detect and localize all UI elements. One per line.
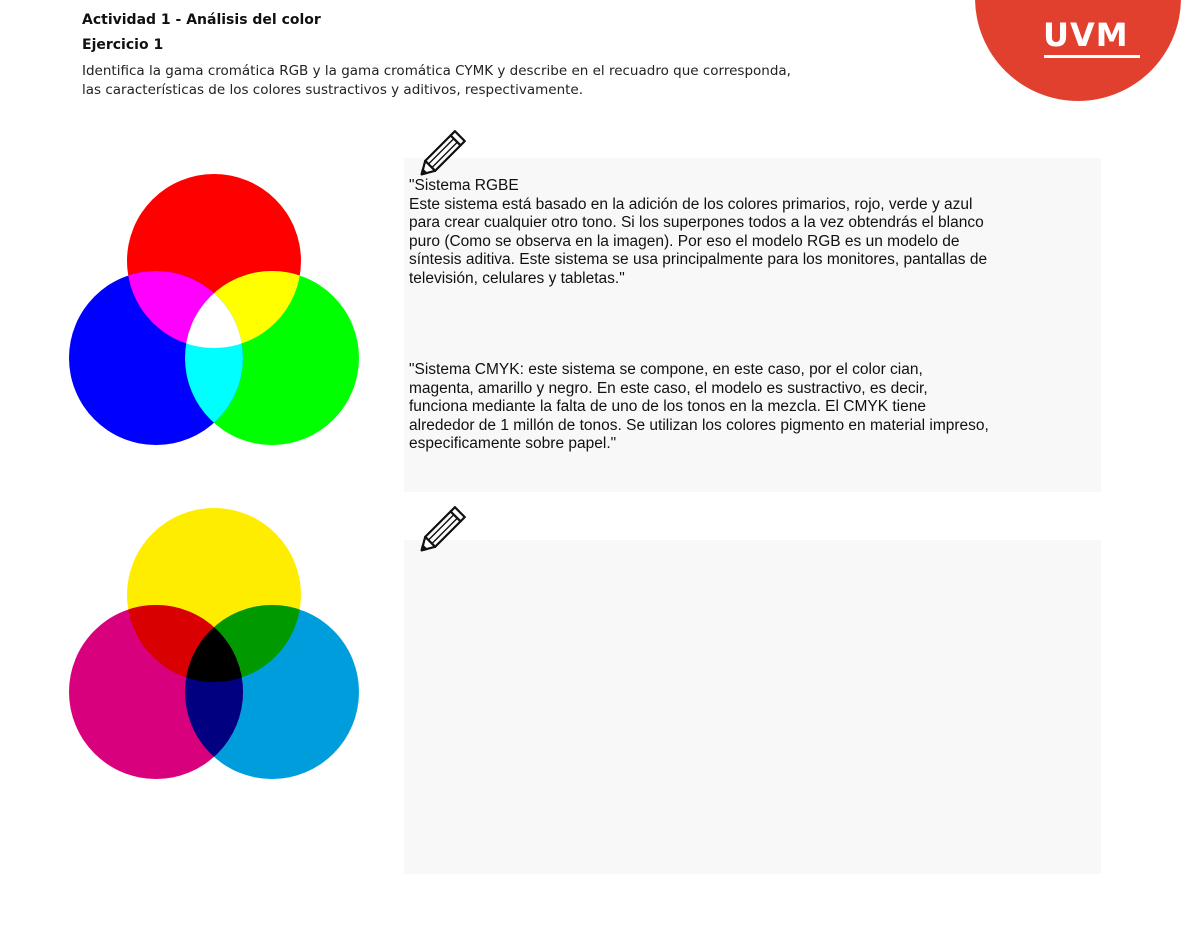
instructions-line: las características de los colores sustractivos y aditivos, respectivamente. (82, 82, 584, 98)
pencil-icon (418, 500, 472, 554)
text-line: alrededor de 1 millón de tonos. Se utilizan los colores pigmento en material impreso, (409, 416, 989, 434)
text-line: funciona mediante la falta de uno de los tonos en la mezcla. El CMYK tiene (409, 398, 926, 415)
exercise-title: Ejercicio 1 (82, 37, 164, 53)
rgb-description (409, 177, 1099, 288)
cmy-venn-diagram (66, 502, 362, 786)
pencil-icon (418, 124, 472, 178)
text-line: "Sistema RGBE (409, 177, 519, 194)
text-line: síntesis aditiva. Este sistema se usa principalmente para los monitores, pantallas de (409, 251, 988, 268)
cmyk-description (409, 361, 1099, 454)
rgb-venn-diagram (66, 168, 362, 452)
text-line: televisión, celulares y tabletas." (409, 269, 625, 287)
answer-box-cmy[interactable] (404, 540, 1101, 874)
instructions-line: Identifica la gama cromática RGB y la gama cromática CYMK y describe en el recuadro que corresponda, (82, 63, 791, 79)
page-title: Actividad 1 - Análisis del color (82, 12, 321, 28)
text-line: "Sistema CMYK: este sistema se compone, en este caso, por el color cian, (409, 361, 923, 378)
text-line: especificamente sobre papel." (409, 435, 617, 452)
text-line: para crear cualquier otro tono. Si los superpones todos a la vez obtendrás el blanco (409, 214, 984, 231)
text-line: Este sistema está basado en la adición de los colores primarios, rojo, verde y azul (409, 195, 973, 213)
text-line: puro (Como se observa en la imagen). Por eso el modelo RGB es un modelo de (409, 232, 960, 250)
uvm-logo-text: UVM (1043, 16, 1129, 54)
uvm-logo-underline (1044, 55, 1140, 58)
text-line: magenta, amarillo y negro. En este caso, el modelo es sustractivo, es decir, (409, 379, 928, 397)
instructions (82, 62, 842, 100)
